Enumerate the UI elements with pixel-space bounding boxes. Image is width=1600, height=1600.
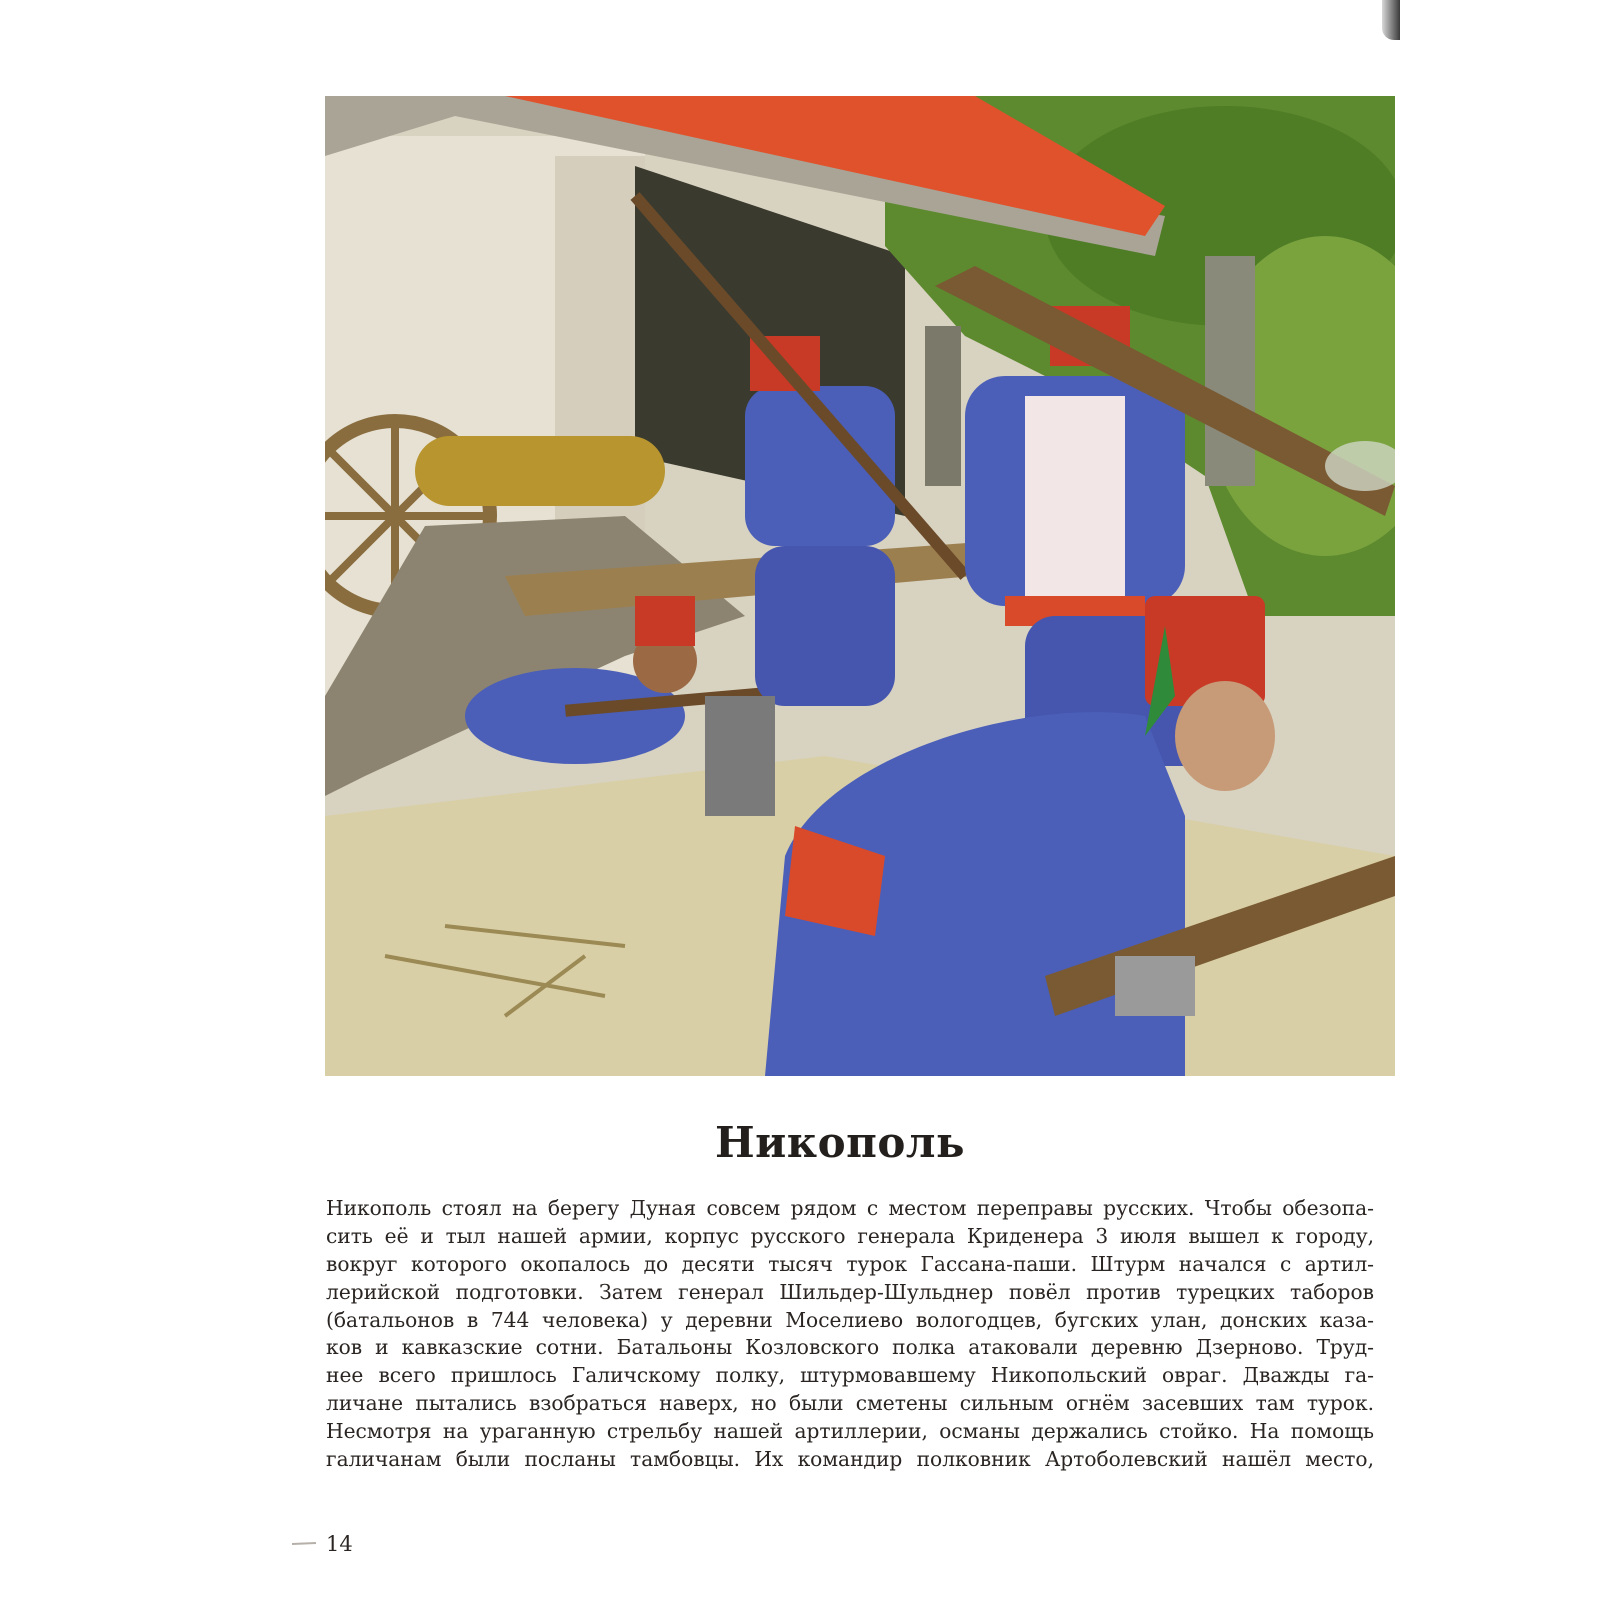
soldier-climbing-gaiter (705, 696, 775, 816)
tree-trunk (1205, 256, 1255, 486)
soldier-climbing-legs (755, 546, 895, 706)
body-line: (батальонов в 744 человека) у деревни Моселиево вологодцев, бугских улан, донских каза- (326, 1307, 1374, 1332)
battle-illustration (325, 96, 1395, 1076)
article-body (326, 1195, 1374, 1474)
rifle-breech (1115, 956, 1195, 1016)
wall-pillar (555, 156, 645, 576)
soldier-crawling-fez (635, 596, 695, 646)
page-title: Никополь (714, 1118, 966, 1167)
body-line: вокруг которого окопалось до десяти тысяч турок Гассана-паши. Штурм начался с артил- (326, 1251, 1374, 1276)
soldier-firing-shirt (1025, 396, 1125, 596)
body-line: лерийской подготовки. Затем генерал Шильдер-Шульднер повёл против турецких таборов (326, 1279, 1374, 1304)
page-edge-shadow (1382, 0, 1400, 40)
body-line: Никополь стоял на берегу Дуная совсем рядом с местом переправы русских. Чтобы обезопа- (326, 1196, 1374, 1220)
body-line: личане пытались взобраться наверх, но были сметены сильным огнём засевших там турок. (326, 1391, 1374, 1416)
body-line: галичанам были посланы тамбовцы. Их командир полковник Артоболевский нашёл место, (326, 1447, 1374, 1472)
body-line: Несмотря на ураганную стрельбу нашей артиллерии, османы держались стойко. На помощь (326, 1419, 1374, 1444)
body-line: сить её и тыл нашей армии, корпус русского генерала Криденера 3 июля вышел к городу, (326, 1223, 1374, 1248)
page-number-ornament (290, 1538, 320, 1548)
page-number: 14 (326, 1532, 353, 1556)
body-line: ков и кавказские сотни. Батальоны Козловского полка атаковали деревню Дзерново. Труд- (326, 1335, 1374, 1360)
body-line: нее всего пришлось Галичскому полку, штурмовавшему Никопольский овраг. Дважды га- (326, 1363, 1374, 1388)
tree-trunk-2 (925, 326, 961, 486)
soldier-foreground-face (1175, 681, 1275, 791)
cannon-barrel (415, 436, 665, 506)
painting-svg (325, 96, 1395, 1076)
